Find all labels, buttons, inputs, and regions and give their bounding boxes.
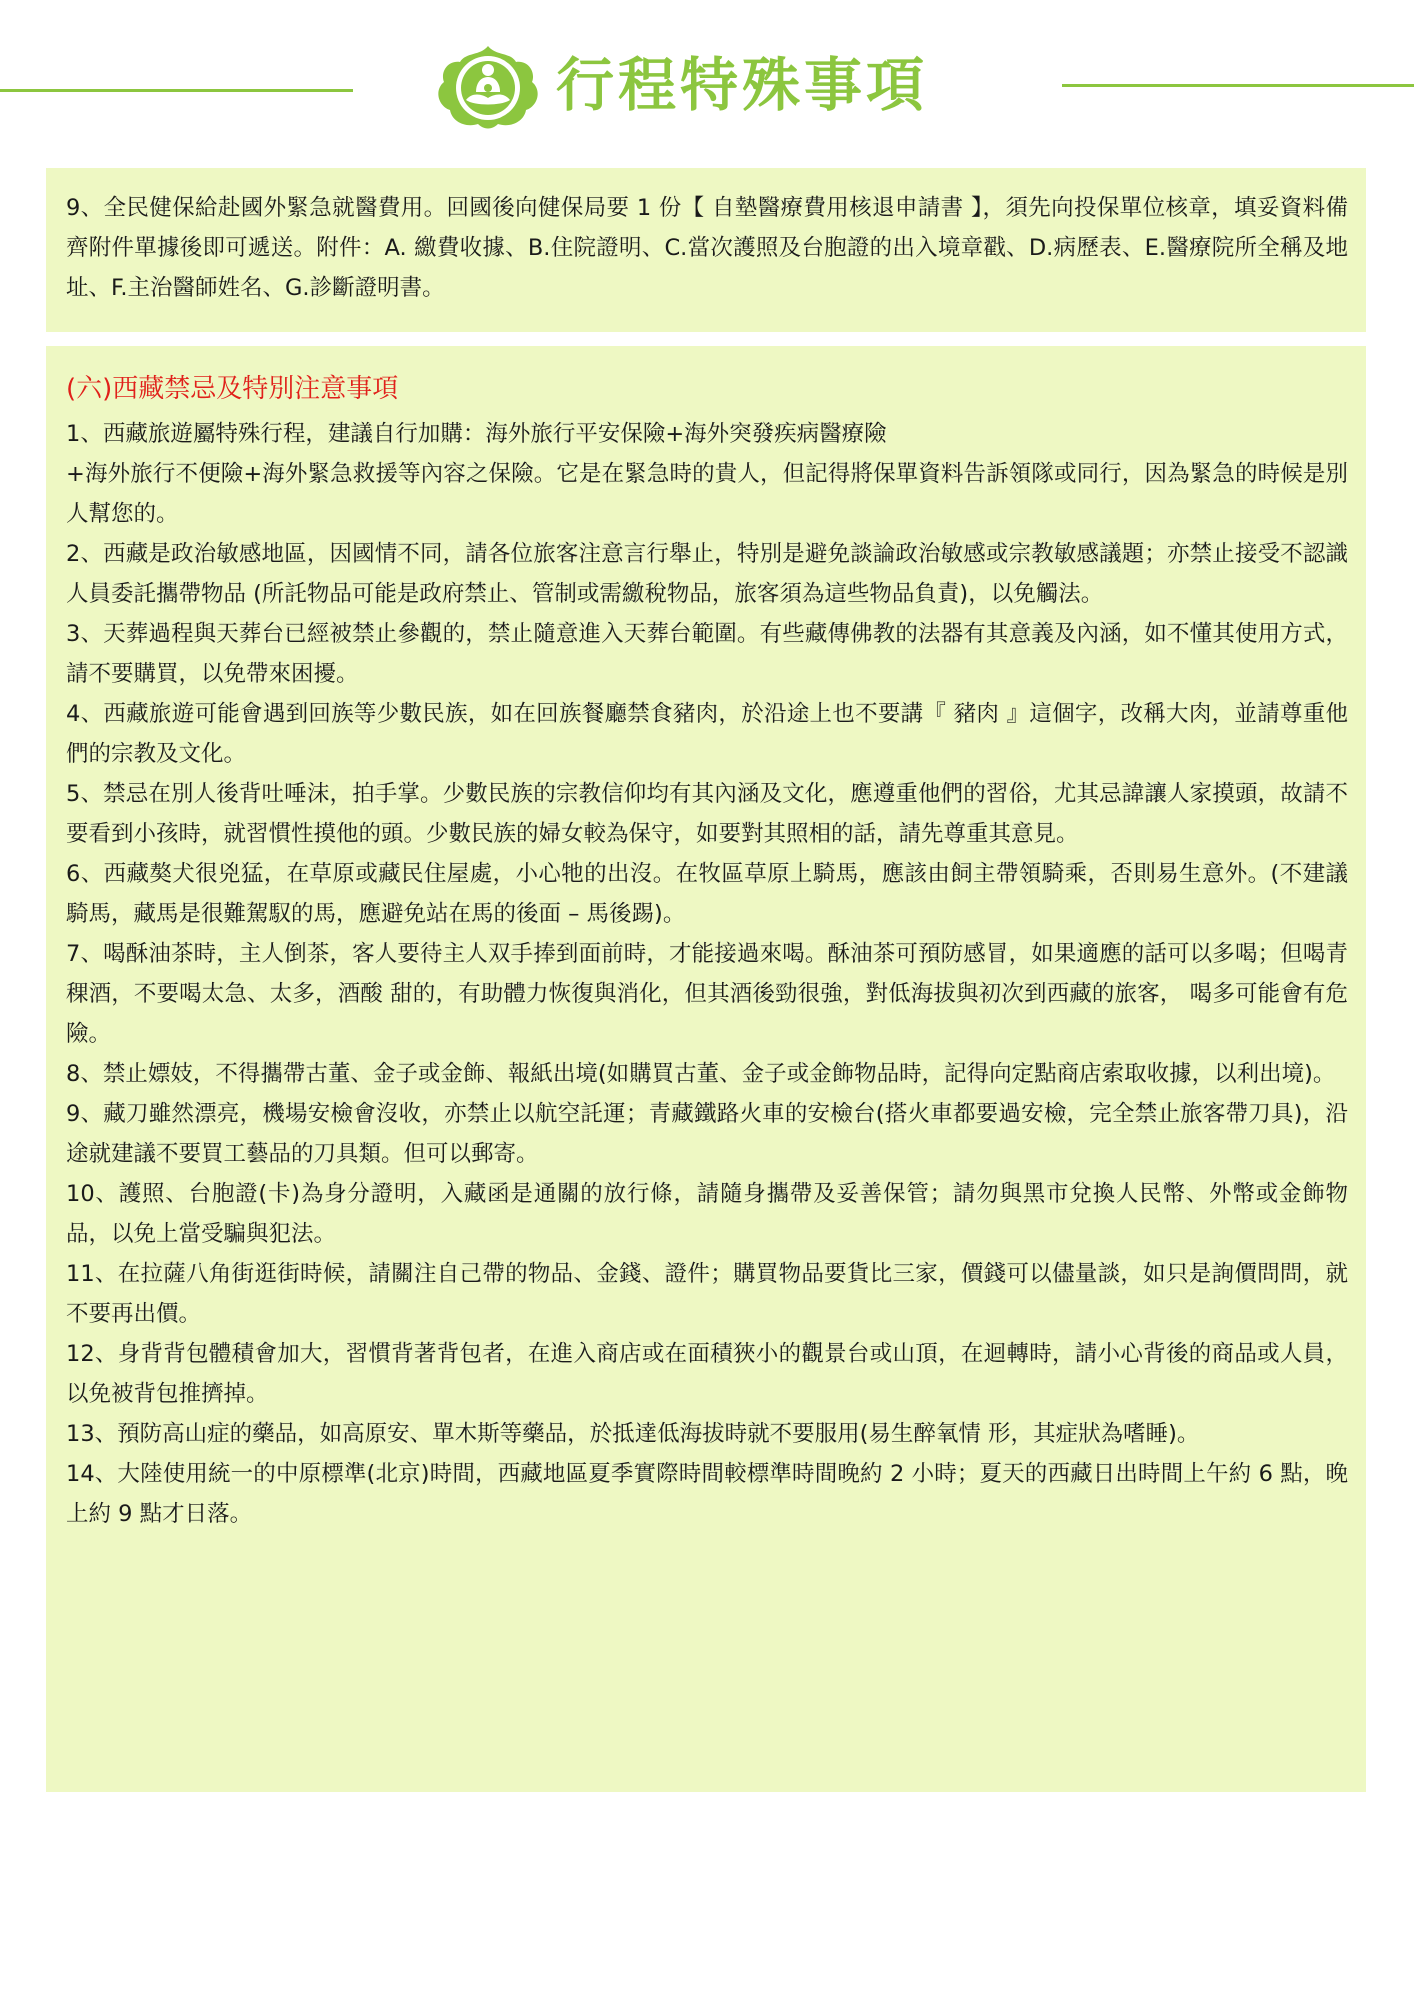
tibet-notes-box: [46, 346, 1366, 1792]
page-header: [0, 0, 1414, 180]
note-item-13: 13、預防高山症的藥品，如高原安、單木斯等藥品，於抵達低海拔時就不要服用(易生醉氧情 形，其症狀為嗜睡)。: [66, 1421, 1200, 1447]
note-item-3: 3、天葬過程與天葬台已經被禁止參觀的，禁止隨意進入天葬台範圍。有些藏傳佛教的法器有其意義及內涵，如不懂其使用方式，請不要購買，以免帶來困擾。: [66, 621, 1348, 687]
note-item-12: 12、身背背包體積會加大，習慣背著背包者，在進入商店或在面積狹小的觀景台或山頂，在迴轉時，請小心背後的商品或人員，以免被背包推擠掉。: [66, 1341, 1348, 1407]
insurance-note-box: [46, 168, 1366, 332]
lotus-meditation-icon: [432, 40, 544, 132]
note-item-5: 5、禁忌在別人後背吐唾沫，拍手掌。少數民族的宗教信仰均有其內涵及文化，應遵重他們的習俗，尤其忌諱讓人家摸頭，故請不要看到小孩時，就習慣性摸他的頭。少數民族的婦女較為保守，如要對其照相的話，請先尊重其意見。: [66, 781, 1348, 847]
note-item-4: 4、西藏旅遊可能會遇到回族等少數民族，如在回族餐廳禁食豬肉，於沿途上也不要講『 豬肉 』這個字，改稱大肉，並請尊重他們的宗教及文化。: [66, 701, 1348, 767]
page-title: 行程特殊事項: [556, 51, 929, 119]
header-rule-right: [1062, 84, 1414, 87]
note-item-8: 8、禁止嫖妓，不得攜帶古董、金子或金飾、報紙出境(如購買古董、金子或金飾物品時，記得向定點商店索取收據，以利出境)。: [66, 1061, 1336, 1087]
insurance-note-text: 9、全民健保給赴國外緊急就醫費用。回國後向健保局要 1 份【 自墊醫療費用核退申請書 】，須先向投保單位核章，填妥資料備齊附件單據後即可遞送。附件：A. 繳費收據、B.住院證明、C.當次護照及台胞證的出入境章戳、D.病歷表、E.醫療院所全稱及地址、F.主治醫師姓名、G.診斷證明書。: [66, 195, 1348, 301]
note-item-11: 11、在拉薩八角街逛街時候，請關注自己帶的物品、金錢、證件；購買物品要貨比三家，價錢可以儘量談，如只是詢價問問，就不要再出價。: [66, 1261, 1348, 1327]
note-item-6: 6、西藏獒犬很兇猛，在草原或藏民住屋處，小心牠的出沒。在牧區草原上騎馬，應該由飼主帶領騎乘，否則易生意外。(不建議騎馬，藏馬是很難駕馭的馬，應避免站在馬的後面 – 馬後踢)。: [66, 861, 1348, 927]
note-item-2: 2、西藏是政治敏感地區，因國情不同，請各位旅客注意言行舉止，特別是避免談論政治敏感或宗教敏感議題；亦禁止接受不認識人員委託攜帶物品 (所託物品可能是政府禁止、管制或需繳稅物品，旅客須為這些物品負責)，以免觸法。: [66, 541, 1348, 607]
note-item-7: 7、喝酥油茶時，主人倒茶，客人要待主人双手捧到面前時，才能接過來喝。酥油茶可預防感冒，如果適應的話可以多喝；但喝青稞酒，不要喝太急、太多，酒酸 甜的，有助體力恢復與消化，但其酒後勁很強，對低海拔與初次到西藏的旅客， 喝多可能會有危險。: [66, 941, 1348, 1047]
header-rule-left: [0, 89, 353, 92]
note-item-10: 10、護照、台胞證(卡)為身分證明，入藏函是通關的放行條，請隨身攜帶及妥善保管；請勿與黑市兌換人民幣、外幣或金飾物品，以免上當受騙與犯法。: [66, 1181, 1348, 1247]
section-title: (六)西藏禁忌及特別注意事項: [66, 374, 399, 404]
note-item-14: 14、大陸使用統一的中原標準(北京)時間，西藏地區夏季實際時間較標準時間晚約 2 小時；夏天的西藏日出時間上午約 6 點，晚上約 9 點才日落。: [66, 1461, 1348, 1527]
note-item-9: 9、藏刀雖然漂亮，機場安檢會沒收，亦禁止以航空託運；青藏鐵路火車的安檢台(搭火車都要過安檢，完全禁止旅客帶刀具)，沿途就建議不要買工藝品的刀具類。但可以郵寄。: [66, 1101, 1348, 1167]
note-item-1-continued: +海外旅行不便險+海外緊急救援等內容之保險。它是在緊急時的貴人，但記得將保單資料告訴領隊或同行，因為緊急的時候是別人幫您的。: [66, 461, 1348, 527]
note-item-1: 1、西藏旅遊屬特殊行程，建議自行加購：海外旅行平安保險+海外突發疾病醫療險: [66, 421, 887, 447]
